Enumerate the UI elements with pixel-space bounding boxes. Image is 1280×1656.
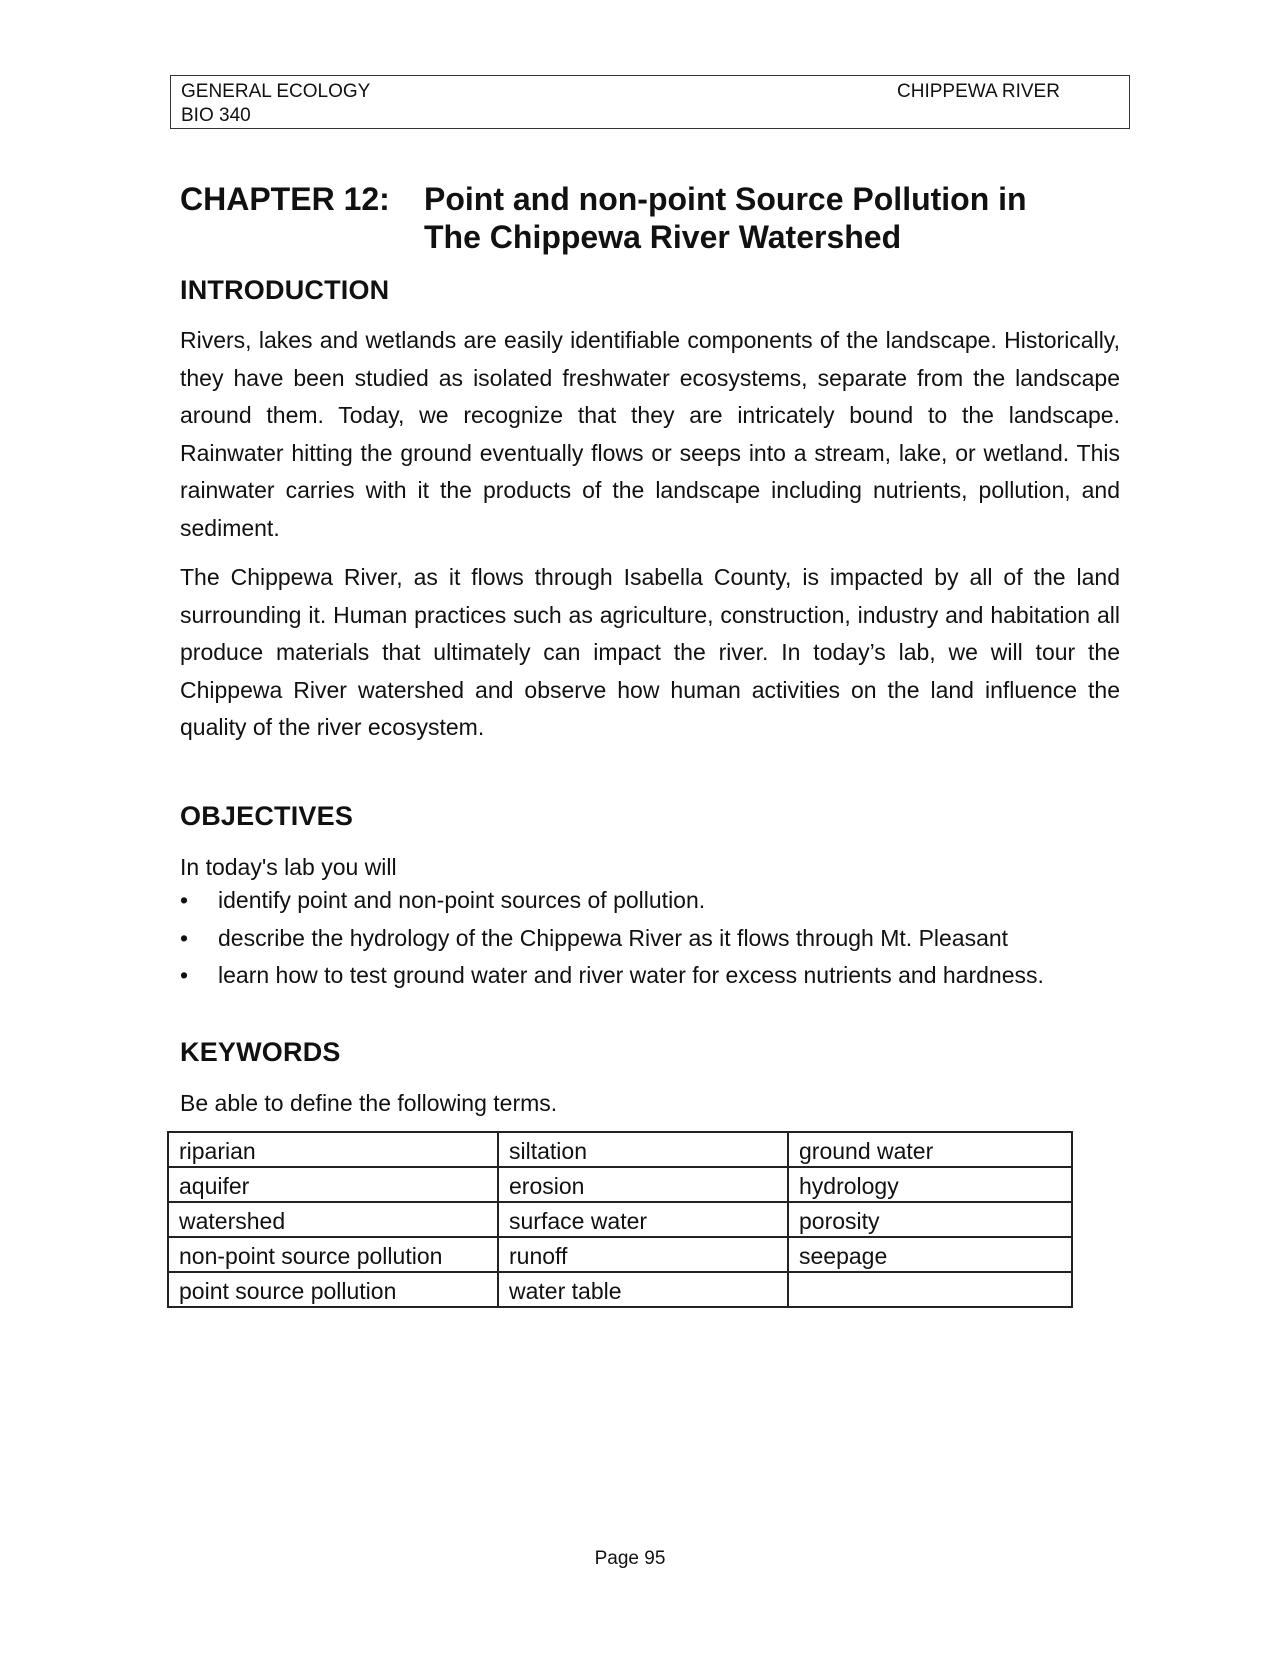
table-row bbox=[168, 1202, 1072, 1237]
chapter-number: CHAPTER 12: bbox=[180, 181, 390, 217]
keyword-cell: runoff bbox=[498, 1237, 788, 1272]
bullet-icon: • bbox=[180, 887, 189, 913]
keyword-cell: water table bbox=[498, 1272, 788, 1307]
list-item bbox=[180, 957, 1140, 995]
keywords-intro: Be able to define the following terms. bbox=[180, 1090, 558, 1116]
keyword-cell: riparian bbox=[168, 1132, 498, 1167]
bullet-icon: • bbox=[180, 962, 189, 988]
objectives-intro: In today's lab you will bbox=[180, 854, 397, 880]
keyword-cell: siltation bbox=[498, 1132, 788, 1167]
keyword-cell: surface water bbox=[498, 1202, 788, 1237]
list-item bbox=[180, 920, 1140, 958]
table-row bbox=[168, 1132, 1072, 1167]
introduction-paragraph-1: Rivers, lakes and wetlands are easily identifiable components of the landscape. Historically, they have been studied as isolated freshwater ecosystems, separate from the landscape around them. Today, we recognize that they are intricately bound to the landscape. Rainwater hitting the ground eventually flows or seeps into a stream, lake, or wetland. This rainwater carries with it the products of the landscape including nutrients, pollution, and sediment. bbox=[180, 327, 1120, 541]
page-number: Page 95 bbox=[594, 1548, 666, 1569]
objectives-heading: OBJECTIVES bbox=[180, 801, 354, 831]
keyword-cell: ground water bbox=[788, 1132, 1072, 1167]
table-row bbox=[168, 1272, 1072, 1307]
objectives-list bbox=[180, 882, 1140, 995]
header-topic: CHIPPEWA RIVER bbox=[897, 81, 1060, 102]
keyword-cell: porosity bbox=[788, 1202, 1072, 1237]
keyword-cell: hydrology bbox=[788, 1167, 1072, 1202]
keyword-cell: aquifer bbox=[168, 1167, 498, 1202]
course-code: BIO 340 bbox=[181, 105, 251, 126]
keyword-cell: watershed bbox=[168, 1202, 498, 1237]
keyword-cell: seepage bbox=[788, 1237, 1072, 1272]
bullet-icon: • bbox=[180, 924, 189, 951]
table-row bbox=[168, 1167, 1072, 1202]
introduction-heading: INTRODUCTION bbox=[180, 275, 390, 305]
keyword-cell: non-point source pollution bbox=[168, 1237, 498, 1272]
objective-text: learn how to test ground water and river water for excess nutrients and hardness. bbox=[218, 962, 1044, 988]
list-item bbox=[180, 882, 1140, 920]
introduction-paragraph-2: The Chippewa River, as it flows through Isabella County, is impacted by all of the land surrounding it. Human practices such as agriculture, construction, industry and habitation all produce materials that ultimately can impact the river. In today’s lab, we will tour the Chippewa River watershed and observe how human activities on the land influence the quality of the river ecosystem. bbox=[180, 564, 1120, 740]
chapter-title bbox=[424, 180, 1124, 256]
keywords-heading: KEYWORDS bbox=[180, 1037, 341, 1067]
page-header bbox=[170, 75, 1130, 129]
chapter-title-line-2: The Chippewa River Watershed bbox=[424, 219, 902, 255]
chapter-title-line-1: Point and non-point Source Pollution in bbox=[424, 181, 1027, 217]
course-name: GENERAL ECOLOGY bbox=[181, 81, 371, 102]
table-row bbox=[168, 1237, 1072, 1272]
objective-text: describe the hydrology of the Chippewa River as it flows through Mt. Pleasant bbox=[218, 924, 1009, 951]
keyword-cell bbox=[788, 1272, 1072, 1307]
keywords-table bbox=[167, 1131, 1073, 1308]
keyword-cell: point source pollution bbox=[168, 1272, 498, 1307]
keyword-cell: erosion bbox=[498, 1167, 788, 1202]
objective-text: identify point and non-point sources of pollution. bbox=[218, 887, 706, 913]
